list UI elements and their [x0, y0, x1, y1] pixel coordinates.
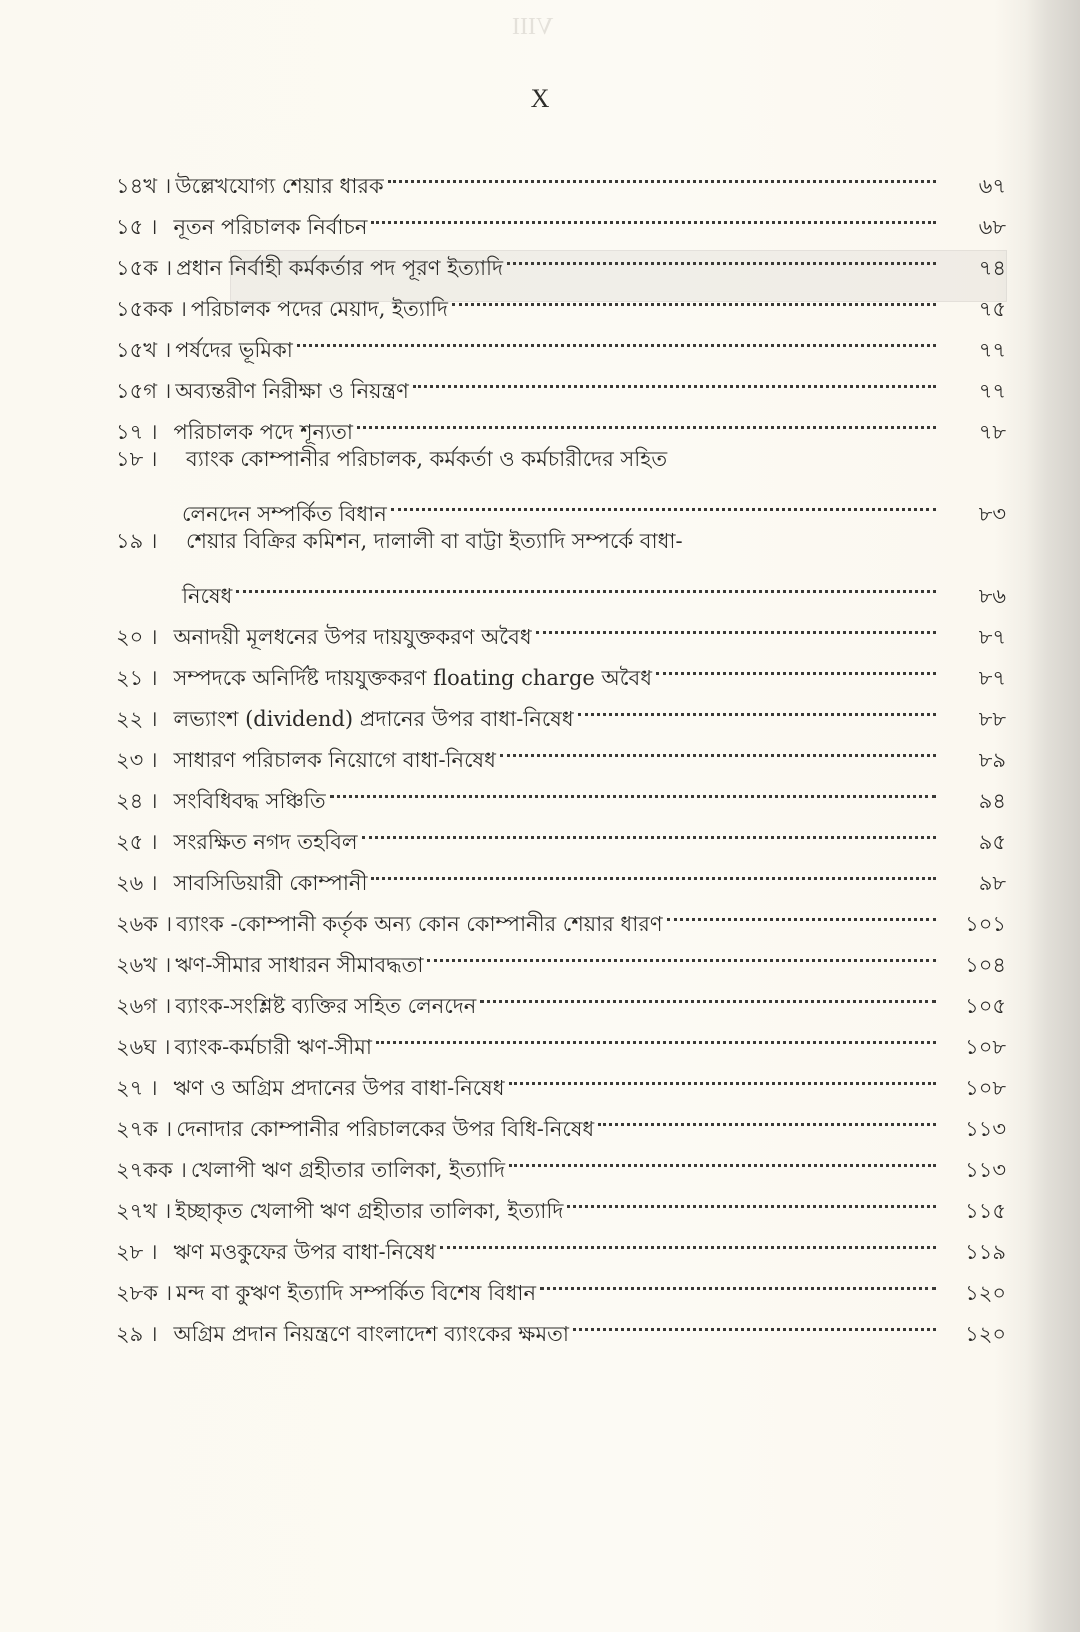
dot-leader	[536, 603, 936, 644]
dot-leader	[376, 1013, 936, 1054]
section-number: ২৬ঘ ।	[116, 1035, 171, 1059]
section-title: ব্যাংক কোম্পানীর পরিচালক, কর্মকর্তা ও কর্মচারীদের সহিত	[186, 447, 668, 471]
section-number: ২৭ ।	[116, 1076, 158, 1100]
dot-leader	[388, 152, 936, 193]
dot-leader	[452, 275, 936, 316]
toc-entry	[116, 1218, 1006, 1264]
section-number: ২৩ ।	[116, 748, 158, 772]
page-number: ৯৫	[978, 830, 1006, 854]
section-number: ১৪খ ।	[116, 174, 172, 198]
page-number: ৭৭	[978, 338, 1006, 362]
section-number: ১৫কক ।	[116, 297, 187, 321]
section-title: ইচ্ছাকৃত খেলাপী ঋণ গ্রহীতার তালিকা, ইত্যাদি	[175, 1199, 564, 1223]
page-number: ৮৬	[978, 584, 1006, 608]
dot-leader	[507, 234, 936, 275]
dot-leader	[540, 1259, 936, 1300]
toc-entry	[116, 726, 1006, 772]
page-number: ৮৩	[978, 502, 1006, 526]
section-title: অব্যন্তরীণ নিরীক্ষা ও নিয়ন্ত্রণ	[175, 379, 409, 403]
section-number: ২৪ ।	[116, 789, 158, 813]
page-number-roman: X	[530, 84, 550, 113]
dot-leader	[480, 972, 936, 1013]
section-title: সাধারণ পরিচালক নিয়োগে বাধা-নিষেধ	[173, 748, 496, 772]
toc-entry	[116, 767, 1006, 813]
page-number: ৬৭	[978, 174, 1006, 198]
page-number: ৮৯	[978, 748, 1006, 772]
bleed-through-page-number: VIII	[512, 14, 554, 40]
page-number: ১১৫	[965, 1199, 1006, 1223]
dot-leader	[413, 357, 936, 398]
section-title: শেয়ার বিক্রির কমিশন, দালালী বা বাট্টা ইত্যাদি সম্পর্কে বাধা-	[186, 529, 683, 553]
section-number: ২৬ক ।	[116, 912, 173, 936]
dot-leader	[297, 316, 936, 357]
dot-leader	[371, 193, 936, 234]
section-title: পর্ষদের ভূমিকা	[175, 338, 293, 362]
dot-leader	[236, 562, 936, 603]
page-number: ৮৭	[978, 625, 1006, 649]
section-title: সংরক্ষিত নগদ তহবিল	[173, 830, 358, 854]
section-title: ব্যাংক-সংশ্লিষ্ট ব্যক্তির সহিত লেনদেন	[175, 994, 477, 1018]
page-number: ৯৮	[978, 871, 1006, 895]
dot-leader	[598, 1095, 936, 1136]
toc-entry	[116, 972, 1006, 1018]
toc-entry	[116, 439, 1006, 526]
section-number: ২৮ ।	[116, 1240, 158, 1264]
toc-entry	[116, 1259, 1006, 1305]
section-number: ২৭খ ।	[116, 1199, 172, 1223]
section-title: ঋণ মওকুফের উপর বাধা-নিষেধ	[173, 1240, 436, 1264]
section-title: দেনাদার কোম্পানীর পরিচালকের উপর বিধি-নিষেধ	[176, 1117, 595, 1141]
page-number: ৭৪	[978, 256, 1006, 280]
section-number: ১৫গ ।	[116, 379, 172, 403]
dot-leader	[573, 1300, 936, 1341]
section-title: অগ্রিম প্রদান নিয়ন্ত্রণে বাংলাদেশ ব্যাংকের ক্ষমতা	[173, 1322, 569, 1346]
dot-leader	[509, 1136, 936, 1177]
section-title: খেলাপী ঋণ গ্রহীতার তালিকা, ইত্যাদি	[190, 1158, 505, 1182]
section-title: ঋণ-সীমার সাধারন সীমাবদ্ধতা	[175, 953, 424, 977]
section-title: পরিচালক পদের মেয়াদ, ইত্যাদি	[190, 297, 448, 321]
page-number: ৭৭	[978, 379, 1006, 403]
page-number: ৭৮	[978, 420, 1006, 444]
dot-leader	[500, 726, 936, 767]
page-number: ৮৮	[978, 707, 1006, 731]
section-number: ২৯ ।	[116, 1322, 158, 1346]
section-title: লভ্যাংশ (dividend) প্রদানের উপর বাধা-নিষেধ	[173, 707, 574, 731]
toc-entry	[116, 234, 1006, 280]
section-number: ২০ ।	[116, 625, 158, 649]
page-number: ৭৫	[978, 297, 1006, 321]
section-number: ২৬গ ।	[116, 994, 172, 1018]
section-number: ২৭কক ।	[116, 1158, 187, 1182]
toc-entry	[116, 1300, 1006, 1346]
dot-leader	[656, 644, 936, 685]
page-number: ৮৭	[978, 666, 1006, 690]
page-number: ১১৩	[965, 1117, 1006, 1141]
page-number: ১০৮	[965, 1076, 1006, 1100]
section-title: সম্পদকে অনির্দিষ্ট দায়যুক্তকরণ floating charge অবৈধ	[173, 666, 652, 690]
section-number: ২৮ক ।	[116, 1281, 173, 1305]
toc-entry	[116, 152, 1006, 198]
section-number: ২৬খ ।	[116, 953, 172, 977]
dot-leader	[578, 685, 936, 726]
section-title: উল্লেখযোগ্য শেয়ার ধারক	[175, 174, 384, 198]
toc-entry	[116, 808, 1006, 854]
dot-leader	[440, 1218, 936, 1259]
section-number: ২৫ ।	[116, 830, 158, 854]
section-number: ২২ ।	[116, 707, 158, 731]
section-number: ২১ ।	[116, 666, 158, 690]
dot-leader	[391, 480, 936, 521]
section-title: নূতন পরিচালক নির্বাচন	[173, 215, 368, 239]
section-title: ব্যাংক -কোম্পানী কর্তৃক অন্য কোন কোম্পানীর শেয়ার ধারণ	[176, 912, 663, 936]
section-number: ২৬ ।	[116, 871, 158, 895]
dot-leader	[357, 398, 936, 439]
toc-entry	[116, 275, 1006, 321]
section-title: সাবসিডিয়ারী কোম্পানী	[173, 871, 368, 895]
section-title: অনাদয়ী মূলধনের উপর দায়যুক্তকরণ অবৈধ	[173, 625, 532, 649]
section-number: ১৯ ।	[116, 529, 158, 553]
dot-leader	[371, 849, 936, 890]
page-number: ১১৯	[965, 1240, 1006, 1264]
toc-entry	[116, 1177, 1006, 1223]
section-number: ১৫ ।	[116, 215, 158, 239]
section-number: ২৭ক ।	[116, 1117, 173, 1141]
dot-leader	[330, 767, 936, 808]
toc-entry	[116, 931, 1006, 977]
dot-leader	[427, 931, 936, 972]
section-title: ঋণ ও অগ্রিম প্রদানের উপর বাধা-নিষেধ	[173, 1076, 505, 1100]
page-number: ১২০	[965, 1322, 1006, 1346]
page-number: ১১৩	[965, 1158, 1006, 1182]
page-number: ১০৮	[965, 1035, 1006, 1059]
section-number: ১৭ ।	[116, 420, 158, 444]
dot-leader	[667, 890, 936, 931]
toc-entry	[116, 193, 1006, 239]
toc-entry	[116, 1013, 1006, 1059]
page-number: ৬৮	[978, 215, 1006, 239]
page-number: ১০১	[965, 912, 1006, 936]
toc-entry	[116, 849, 1006, 895]
toc-entry	[116, 644, 1006, 690]
dot-leader	[509, 1054, 936, 1095]
page-number: ৯৪	[978, 789, 1006, 813]
page-number: ১০৫	[965, 994, 1006, 1018]
section-title-continuation: লেনদেন সম্পর্কিত বিধান	[182, 502, 387, 526]
toc-entry	[116, 603, 1006, 649]
section-title: ব্যাংক-কর্মচারী ঋণ-সীমা	[174, 1035, 372, 1059]
dot-leader	[567, 1177, 936, 1218]
section-title: সংবিধিবদ্ধ সঞ্চিতি	[173, 789, 326, 813]
toc-entry	[116, 398, 1006, 444]
section-number: ১৫ক ।	[116, 256, 173, 280]
section-title: প্রধান নির্বাহী কর্মকর্তার পদ পূরণ ইত্যাদি	[176, 256, 504, 280]
table-of-contents	[116, 152, 1006, 1346]
page-number: ১২০	[965, 1281, 1006, 1305]
section-title: পরিচালক পদে শূন্যতা	[173, 420, 354, 444]
section-title: মন্দ বা কুঋণ ইত্যাদি সম্পর্কিত বিশেষ বিধান	[176, 1281, 537, 1305]
toc-entry	[116, 890, 1006, 936]
toc-entry	[116, 1095, 1006, 1141]
toc-entry	[116, 1054, 1006, 1100]
toc-entry	[116, 316, 1006, 362]
toc-entry	[116, 357, 1006, 403]
toc-entry	[116, 1136, 1006, 1182]
dot-leader	[362, 808, 936, 849]
page-number: ১০৪	[965, 953, 1006, 977]
section-title-continuation: নিষেধ	[182, 584, 233, 608]
section-number: ১৫খ ।	[116, 338, 172, 362]
toc-entry	[116, 685, 1006, 731]
toc-entry	[116, 521, 1006, 608]
section-number: ১৮ ।	[116, 447, 158, 471]
